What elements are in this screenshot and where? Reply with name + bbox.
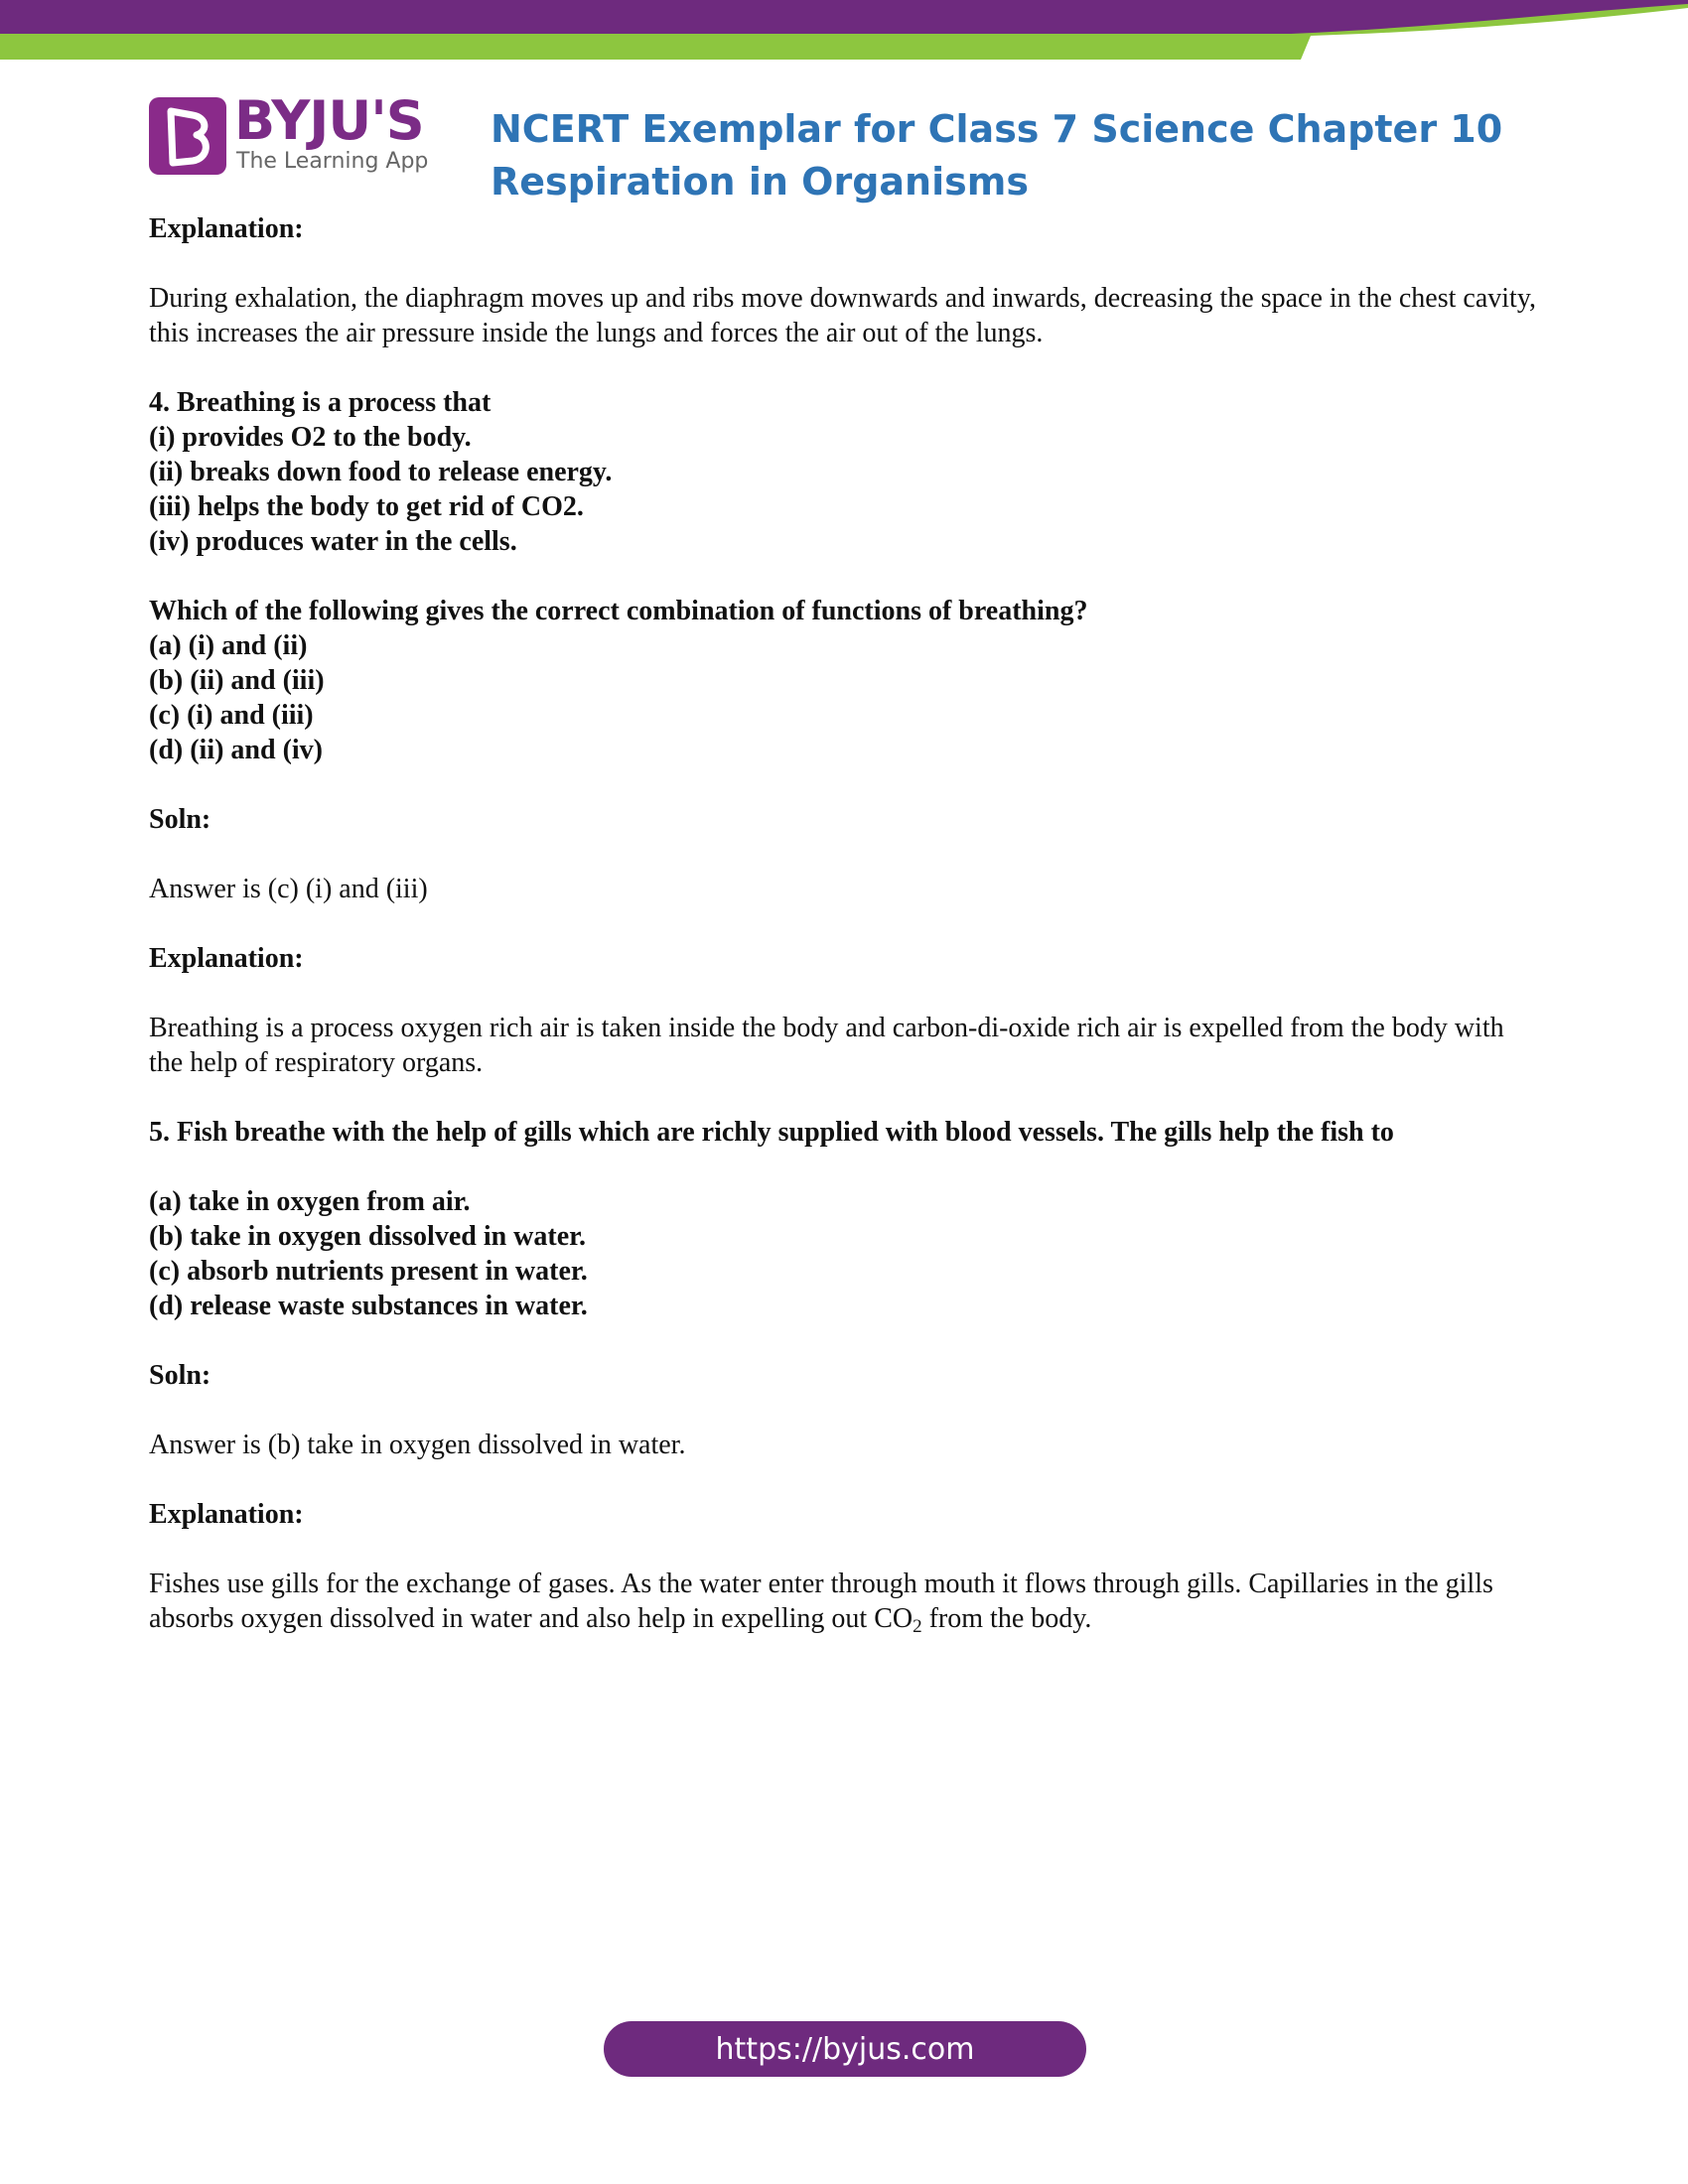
question-4-prompt: Which of the following gives the correct combination of functions of breathing? bbox=[149, 596, 1088, 626]
question-4-option: (d) (ii) and (iv) bbox=[149, 735, 323, 765]
footer-url-link[interactable]: https://byjus.com bbox=[604, 2021, 1086, 2077]
explanation-heading: Explanation: bbox=[149, 213, 304, 244]
question-4-item: (iv) produces water in the cells. bbox=[149, 526, 517, 557]
explanation-text bbox=[149, 1567, 1539, 1636]
question-5-option: (d) release waste substances in water. bbox=[149, 1291, 588, 1321]
question-4-item: (ii) breaks down food to release energy. bbox=[149, 457, 613, 487]
answer-text: Answer is (c) (i) and (iii) bbox=[149, 874, 428, 904]
document-title: NCERT Exemplar for Class 7 Science Chapter 10 Respiration in Organisms bbox=[491, 107, 1503, 204]
top-decorative-band bbox=[0, 0, 1688, 60]
logo-b-icon bbox=[149, 97, 226, 175]
question-5-option: (b) take in oxygen dissolved in water. bbox=[149, 1221, 587, 1252]
explanation-text: Breathing is a process oxygen rich air is taken inside the body and carbon-di-oxide rich air is expelled from the body with the help of respiratory organs. bbox=[149, 1013, 1504, 1078]
logo-name: BYJU'S bbox=[234, 89, 424, 152]
question-4-option: (b) (ii) and (iii) bbox=[149, 665, 325, 696]
document-body bbox=[149, 211, 1539, 1636]
question-5-option: (c) absorb nutrients present in water. bbox=[149, 1256, 588, 1287]
solution-heading: Soln: bbox=[149, 804, 211, 835]
question-4-option: (a) (i) and (ii) bbox=[149, 630, 308, 661]
explanation-heading: Explanation: bbox=[149, 1499, 304, 1530]
subscript-two: 2 bbox=[913, 1616, 922, 1637]
question-5-option: (a) take in oxygen from air. bbox=[149, 1186, 471, 1217]
question-4-item: (i) provides O2 to the body. bbox=[149, 422, 472, 453]
explanation-text: During exhalation, the diaphragm moves up and ribs move downwards and inwards, decreasing the space in the chest cavity, this increases the air pressure inside the lungs and forces the air out of the lungs. bbox=[149, 283, 1537, 348]
question-4-option: (c) (i) and (iii) bbox=[149, 700, 314, 731]
question-5-stem: 5. Fish breathe with the help of gills which are richly supplied with blood vessels. The gills help the fish to bbox=[149, 1117, 1394, 1148]
question-4-item: (iii) helps the body to get rid of CO2. bbox=[149, 491, 584, 522]
solution-heading: Soln: bbox=[149, 1360, 211, 1391]
answer-text: Answer is (b) take in oxygen dissolved in water. bbox=[149, 1430, 686, 1460]
explanation-text-part: Fishes use gills for the exchange of gases. As the water enter through mouth it flows through gills. Capillaries in the gills absorbs oxygen dissolved in water and also help in expelling out CO bbox=[149, 1569, 1493, 1634]
question-4-stem: 4. Breathing is a process that bbox=[149, 387, 492, 418]
logo-tagline: The Learning App bbox=[236, 149, 429, 174]
byjus-logo bbox=[149, 89, 437, 181]
explanation-text-part: from the body. bbox=[921, 1603, 1092, 1634]
explanation-heading: Explanation: bbox=[149, 943, 304, 974]
